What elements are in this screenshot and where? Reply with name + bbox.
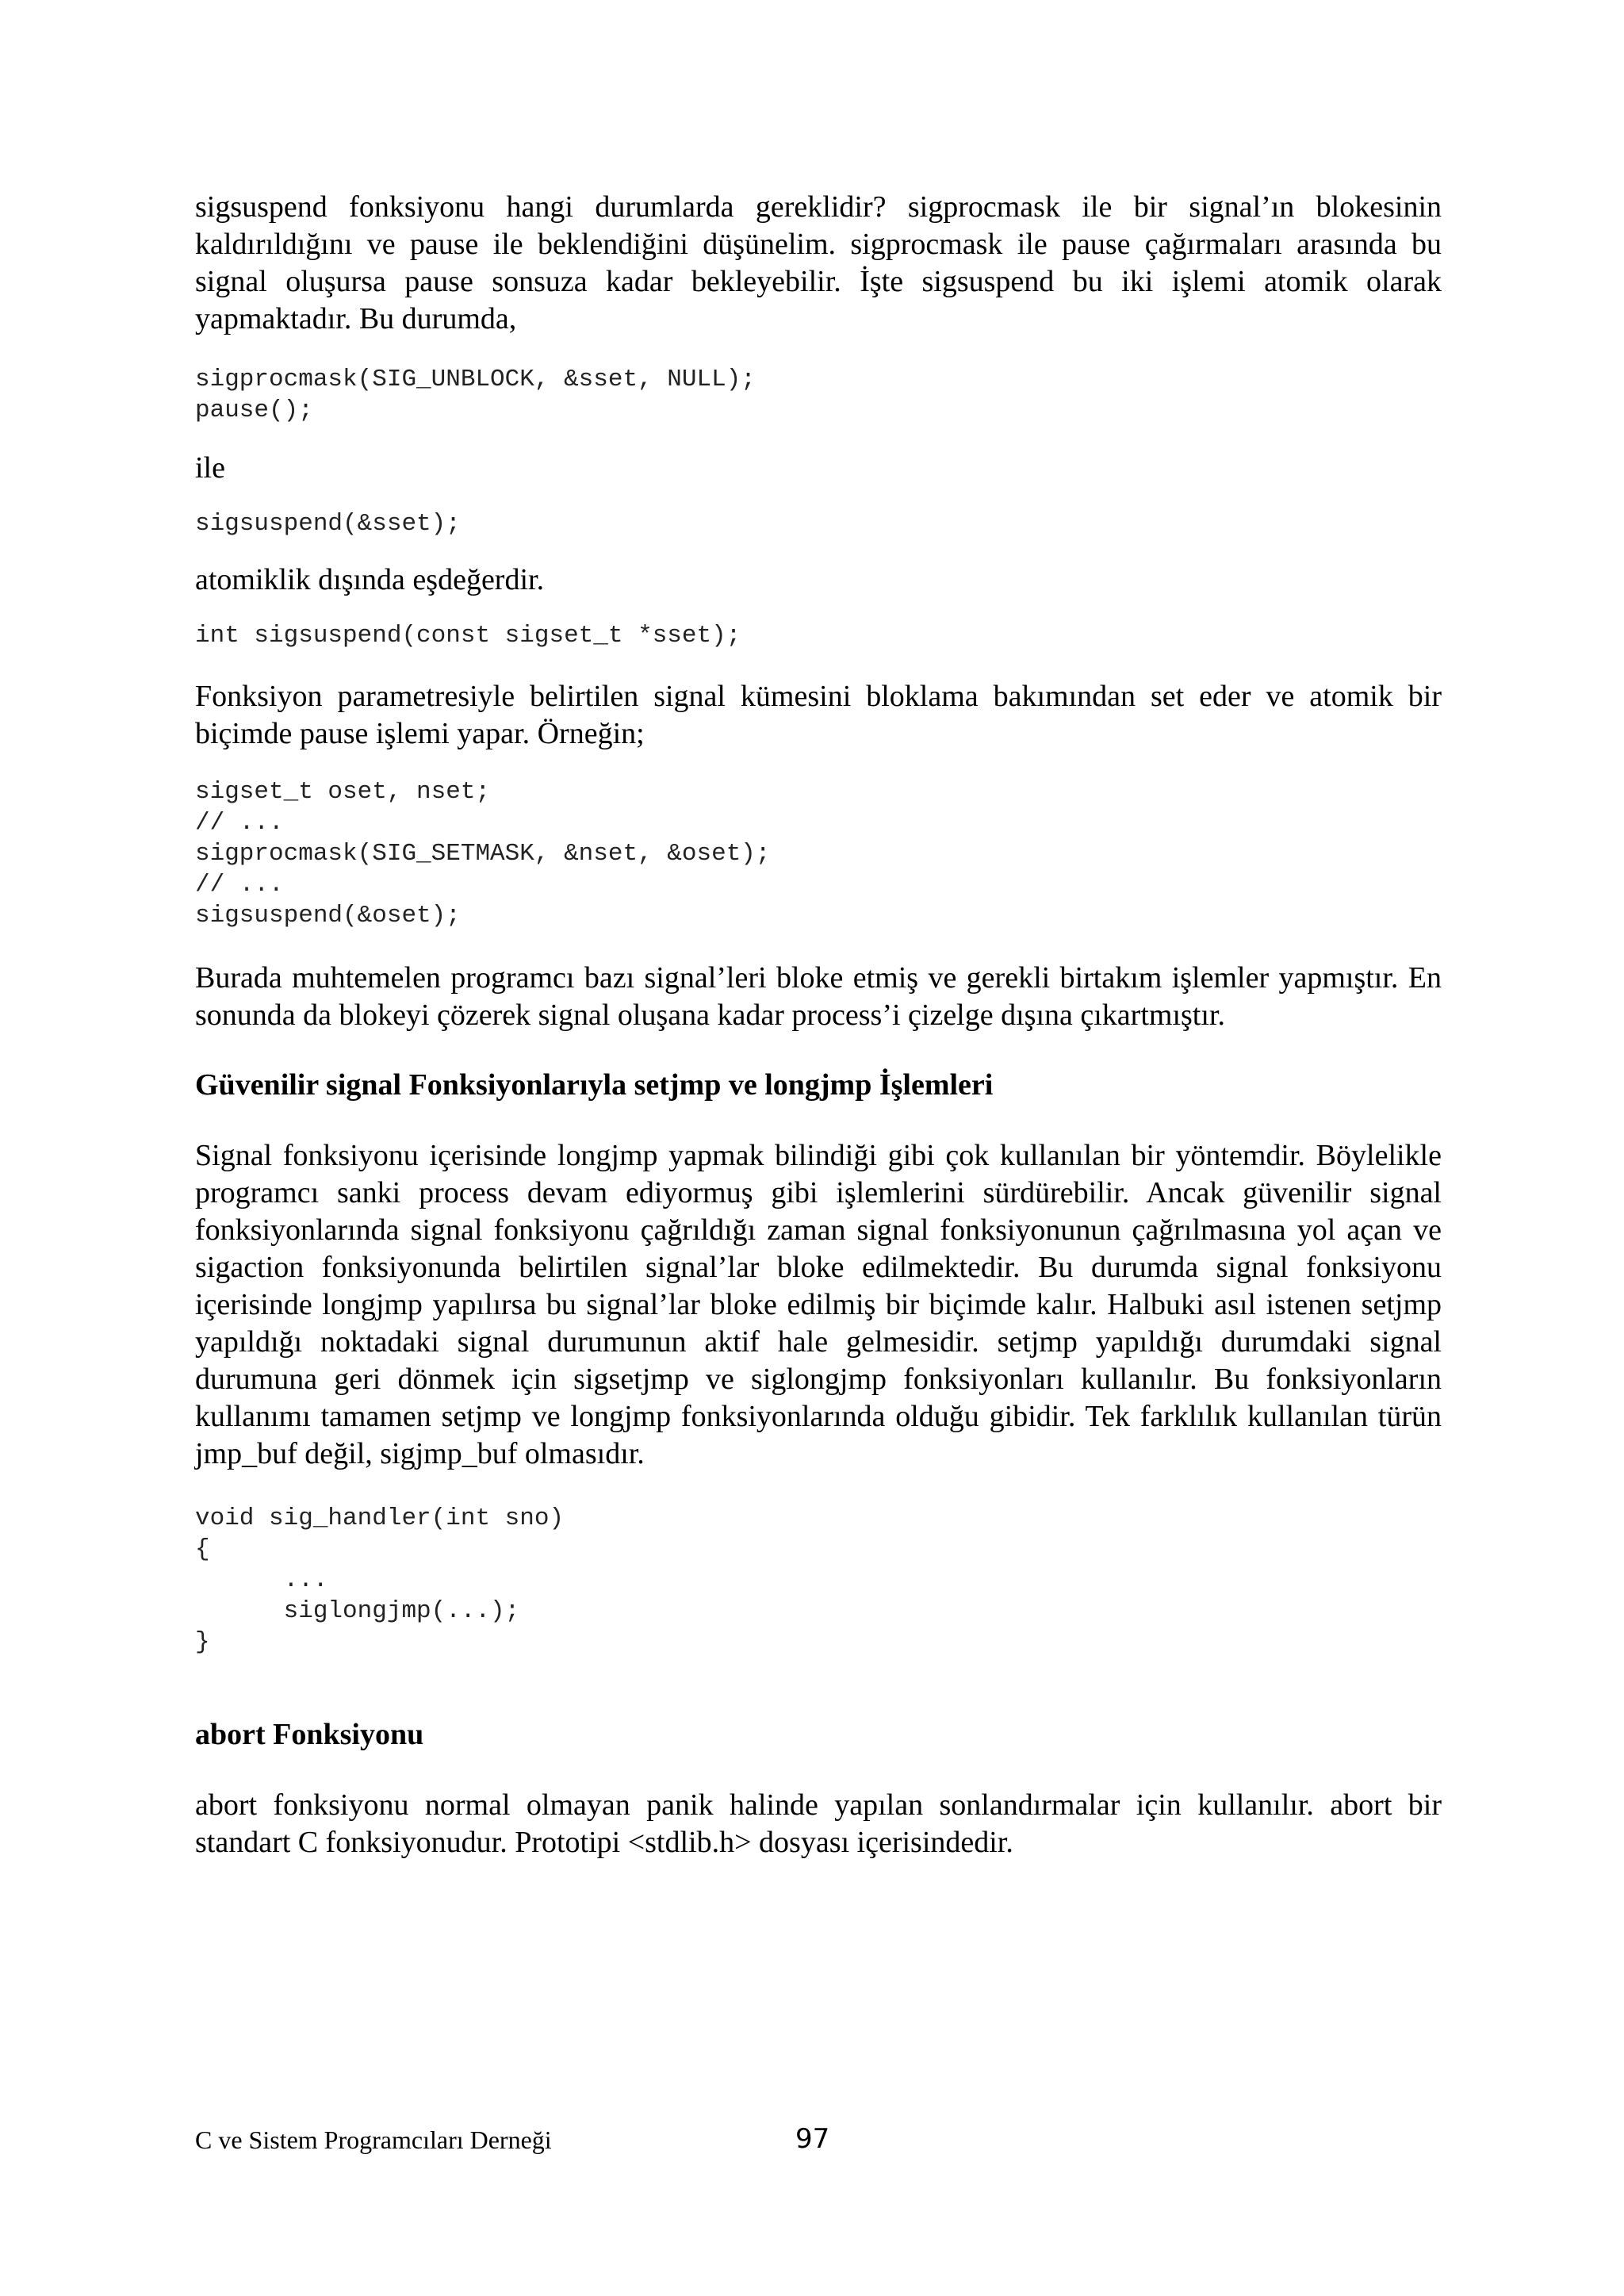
- paragraph-atomic: atomiklik dışında eşdeğerdir.: [195, 563, 545, 596]
- section-heading-reliable-signal: Güvenilir signal Fonksiyonlarıyla setjmp ve longjmp İşlemleri: [195, 1068, 994, 1102]
- paragraph-ile: ile: [195, 451, 225, 485]
- footer-organization: C ve Sistem Programcıları Derneği: [195, 2125, 552, 2154]
- paragraph-intro: sigsuspend fonksiyonu hangi durumlarda gereklidir? sigprocmask ile bir signal’ın blokesinin kaldırıldığını ve pause ile beklendiğini düşünelim. sigprocmask ile pause çağırmaları arasında bu signal oluşursa pause sonsuza kadar bekleyebilir. İşte sigsuspend bu iki işlemi atomik olarak yapmaktadır. Bu durumda,: [195, 190, 1442, 335]
- paragraph-signal-longjmp: Signal fonksiyonu içerisinde longjmp yapmak bilindiği gibi çok kullanılan bir yöntemdir. Böylelikle programcı sanki process devam ediyormuş gibi işlemlerini sürdürebilir. Ancak güvenilir signal fonksiyonlarında signal fonksiyonu çağrıldığı zaman signal fonksiyonunun çağrılmasına yol açan ve sigaction fonksiyonunda belirtilen signal’lar bloke edilmektedir. Bu durumda signal fonksiyonu içerisinde longjmp yapılırsa bu signal’lar bloke edilmiş bir biçimde kalır. Halbuki asıl istenen setjmp yapıldığı noktadaki signal durumunun aktif hale gelmesidir. setjmp yapıldığı durumdaki signal durumuna geri dönmek için sigsetjmp ve siglongjmp fonksiyonları kullanılır. Bu fonksiyonların kullanımı tamamen setjmp ve longjmp fonksiyonlarında olduğu gibidir. Tek farklılık kullanılan türün jmp_buf değil, sigjmp_buf olmasıdır.: [195, 1139, 1442, 1470]
- code-block-sigsuspend-prototype: int sigsuspend(const sigset_t *sset);: [195, 622, 741, 650]
- code-block-sigprocmask-pause: sigprocmask(SIG_UNBLOCK, &sset, NULL); pause();: [195, 366, 756, 424]
- page-body: [195, 189, 1442, 1861]
- code-block-sigsuspend-call: sigsuspend(&sset);: [195, 510, 461, 538]
- paragraph-burada: Burada muhtemelen programcı bazı signal’leri bloke etmiş ve gerekli birtakım işlemler yapmıştır. En sonunda da blokeyi çözerek signal oluşana kadar process’i çizelge dışına çıkartmıştır.: [195, 961, 1442, 1032]
- code-block-example: sigset_t oset, nset; // ... sigprocmask(SIG_SETMASK, &nset, &oset); // ... sigsuspend(&oset);: [195, 778, 771, 930]
- paragraph-abort: abort fonksiyonu normal olmayan panik halinde yapılan sonlandırmalar için kullanılır. abort bir standart C fonksiyonudur. Prototipi <stdlib.h> dosyası içerisindedir.: [195, 1788, 1442, 1859]
- page-number: 97: [795, 2123, 830, 2155]
- section-heading-abort: abort Fonksiyonu: [195, 1718, 424, 1751]
- paragraph-function-description: Fonksiyon parametresiyle belirtilen signal kümesini bloklama bakımından set eder ve atomik bir biçimde pause işlemi yapar. Örneğin;: [195, 680, 1442, 750]
- code-block-sig-handler: void sig_handler(int sno) { ... siglongjmp(...); }: [195, 1504, 565, 1656]
